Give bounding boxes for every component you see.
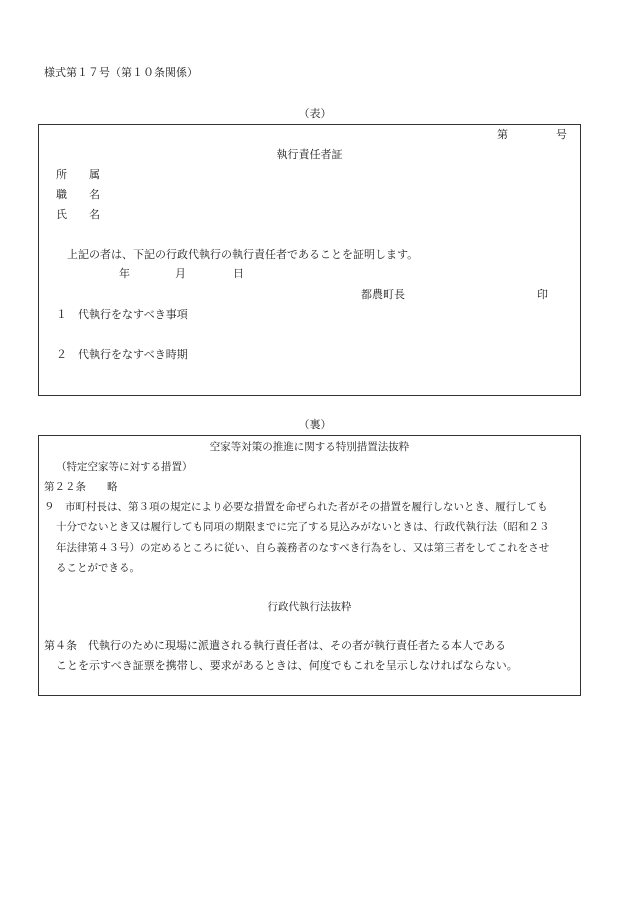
seal-mark: 印 bbox=[537, 288, 548, 301]
field-name: 氏 名 bbox=[56, 208, 100, 221]
certificate-number-dai: 第 bbox=[497, 128, 508, 141]
certificate-title: 執行責任者証 bbox=[276, 148, 343, 161]
field-position: 職 名 bbox=[56, 188, 100, 201]
field-affiliation: 所 属 bbox=[56, 168, 100, 181]
subheading: （特定空家等に対する措置） bbox=[56, 461, 193, 473]
item-execution-period: ２ 代執行をなすべき時期 bbox=[56, 348, 188, 361]
back-title: 空家等対策の推進に関する特別措置法抜粋 bbox=[209, 441, 410, 453]
paragraph-9-line: 年法律第４３号）の定めるところに従い、自ら義務者のなすべき行為をし、又は第三者をしてこれをさせ bbox=[56, 542, 550, 554]
back-side-label: （裏） bbox=[298, 418, 332, 431]
front-certificate-box bbox=[38, 124, 581, 396]
paragraph-9-line: ることができる。 bbox=[56, 562, 140, 574]
issuer-name: 都農町長 bbox=[361, 288, 405, 301]
certification-statement: 上記の者は、下記の行政代執行の執行責任者であることを証明します。 bbox=[67, 248, 419, 261]
article-4-line: 第４条 代執行のために現場に派遣される執行責任者は、その者が執行責任者たる本人である bbox=[44, 639, 506, 652]
second-title: 行政代執行法抜粋 bbox=[267, 601, 352, 613]
date-day: 日 bbox=[233, 267, 244, 280]
form-number-label: 様式第１７号（第１０条関係） bbox=[44, 66, 198, 79]
date-month: 月 bbox=[175, 267, 186, 280]
front-side-label: （表） bbox=[298, 107, 332, 120]
date-year: 年 bbox=[119, 267, 130, 280]
certificate-number-go: 号 bbox=[556, 128, 567, 141]
paragraph-9-line: 十分でないとき又は履行しても同項の期限までに完了する見込みがないときは、行政代執行法（昭和２３ bbox=[56, 521, 550, 533]
article-4-line: ことを示すべき証票を携帯し、要求があるときは、何度でもこれを呈示しなければならない。 bbox=[56, 659, 518, 672]
article-22: 第２２条 略 bbox=[44, 481, 118, 493]
item-matters-to-execute: １ 代執行をなすべき事項 bbox=[56, 308, 188, 321]
back-excerpt-box bbox=[38, 435, 581, 696]
paragraph-9-line: ９ 市町村長は、第３項の規定により必要な措置を命ぜられた者がその措置を履行しないとき、履行しても bbox=[44, 501, 548, 513]
